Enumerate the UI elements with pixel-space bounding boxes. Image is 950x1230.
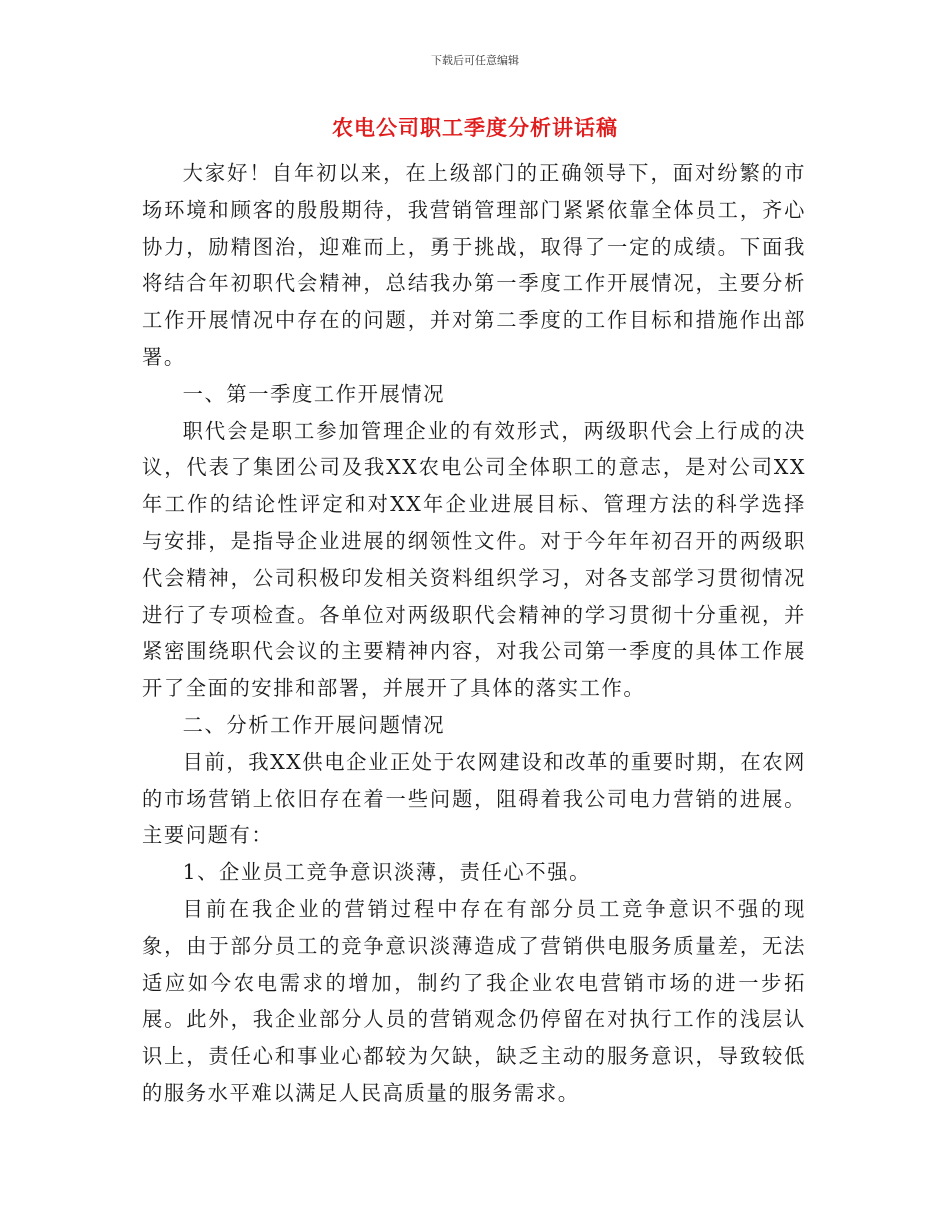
paragraph-section-1: 职代会是职工参加管理企业的有效形式，两级职代会上行成的决议，代表了集团公司及我XX农电公司全体职工的意志，是对公司XX年工作的结论性评定和对XX年企业进展目标、管理方法的科学选择与安排，是指导企业进展的纲领性文件。对于今年年初召开的两级职代会精神，公司积极印发相关资料组织学习，对各支部学习贯彻情况进行了专项检查。各单位对两级职代会精神的学习贯彻十分重视，并紧密围绕职代会议的主要精神内容，对我公司第一季度的具体工作展开了全面的安排和部署，并展开了具体的落实工作。 [142,418,806,701]
paragraph-section-2: 目前，我XX供电企业正处于农网建设和改革的重要时期，在农网的市场营销上依旧存在着一些问题，阻碍着我公司电力营销的进展。主要问题有： [142,749,806,848]
paragraph-subsection-1: 目前在我企业的营销过程中存在有部分员工竞争意识不强的现象，由于部分员工的竞争意识淡薄造成了营销供电服务质量差，无法适应如今农电需求的增加，制约了我企业农电营销市场的进一步拓展。此外，我企业部分人员的营销观念仍停留在对执行工作的浅层认识上，责任心和事业心都较为欠缺，缺乏主动的服务意识，导致较低的服务水平难以满足人民高质量的服务需求。 [142,896,806,1105]
header-note: 下载后可任意编辑 [431,54,519,67]
section-heading-1: 一、第一季度工作开展情况 [182,381,446,406]
paragraph-intro: 大家好！自年初以来，在上级部门的正确领导下，面对纷繁的市场环境和顾客的殷殷期待，我营销管理部门紧紧依靠全体员工，齐心协力，励精图治，迎难而上，勇于挑战，取得了一定的成绩。下面我将结合年初职代会精神，总结我办第一季度工作开展情况，主要分析工作开展情况中存在的问题，并对第二季度的工作目标和措施作出部署。 [142,161,806,369]
subheading-1: 1、企业员工竞争意识淡薄，责任心不强。 [182,860,591,885]
document-title: 农电公司职工季度分析讲话稿 [332,116,618,140]
document-body [142,155,806,1112]
section-heading-2: 二、分析工作开展问题情况 [182,712,446,737]
